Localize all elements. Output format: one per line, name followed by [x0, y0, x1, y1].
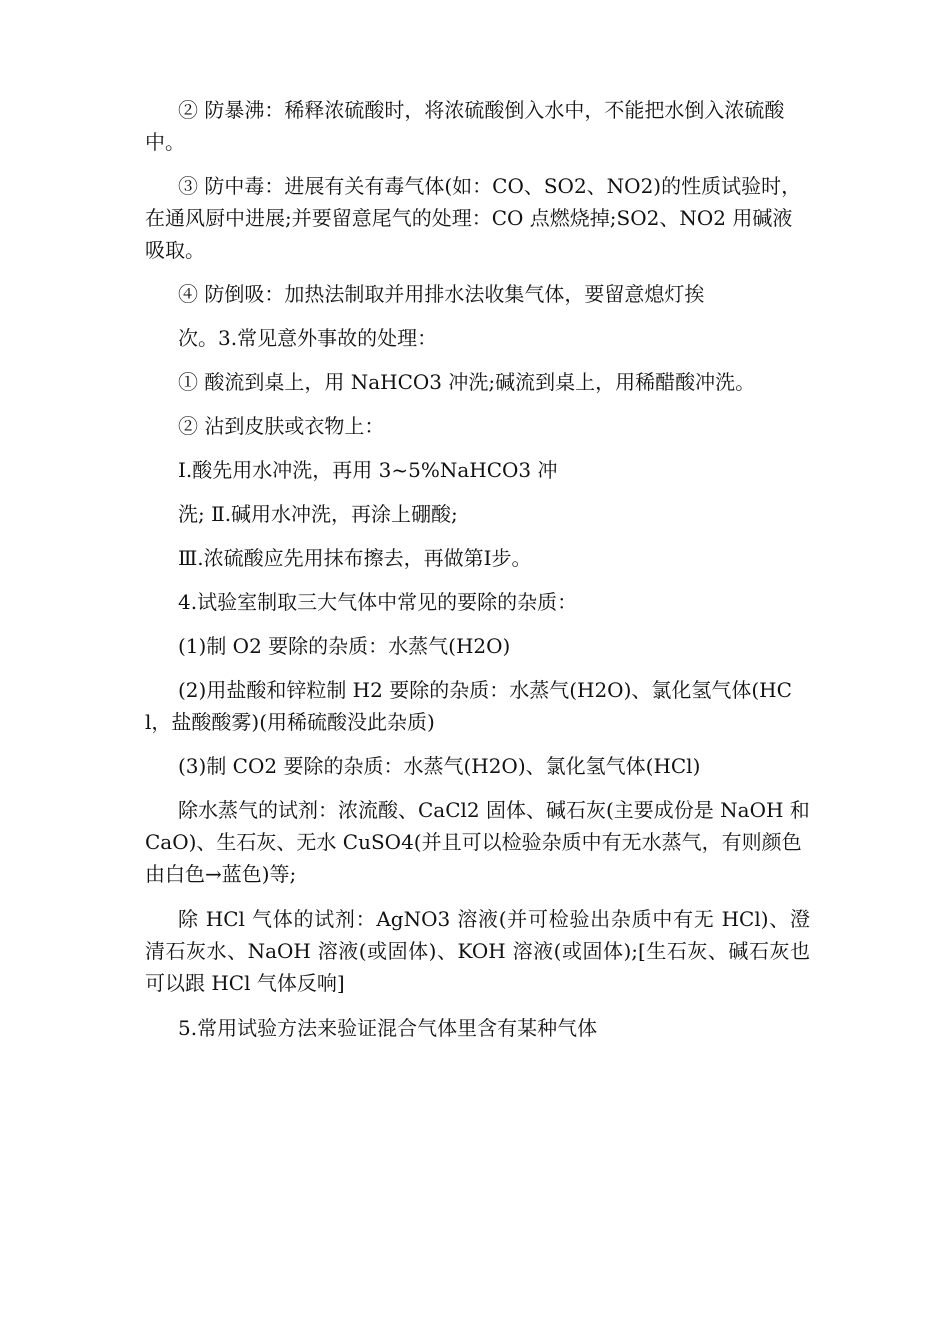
- paragraph-remove-hcl: 除 HCl 气体的试剂：AgNO3 溶液(并可检验出杂质中有无 HCl)、澄清石灰水、NaOH 溶液(或固体)、KOH 溶液(或固体);[生石灰、碱石灰也可以跟 HCl 气体反响]: [145, 907, 810, 995]
- paragraph-verify-gas-heading: 5.常用试验方法来验证混合气体里含有某种气体: [178, 1016, 598, 1040]
- paragraph-on-skin: ② 沾到皮肤或衣物上：: [178, 414, 385, 438]
- paragraph-accident-heading: 次。3.常见意外事故的处理：: [178, 326, 438, 350]
- paragraph-step-two: 洗; Ⅱ.碱用水冲洗，再涂上硼酸;: [178, 502, 458, 526]
- document-body: [145, 94, 810, 1044]
- paragraph-o2-impurities: (1)制 O2 要除的杂质：水蒸气(H2O): [178, 634, 511, 658]
- paragraph-prevent-backflow: ④ 防倒吸：加热法制取并用排水法收集气体，要留意熄灯挨: [178, 282, 705, 306]
- paragraph-acid-on-table: ① 酸流到桌上，用 NaHCO3 冲洗;碱流到桌上，用稀醋酸冲洗。: [178, 370, 756, 394]
- paragraph-step-three: Ⅲ.浓硫酸应先用抹布擦去，再做第Ⅰ步。: [178, 546, 532, 570]
- paragraph-step-one: Ⅰ.酸先用水冲洗，再用 3~5%NaHCO3 冲: [178, 458, 558, 482]
- paragraph-remove-water-vapor: 除水蒸气的试剂：浓流酸、CaCl2 固体、碱石灰(主要成份是 NaOH 和 CaO)、生石灰、无水 CuSO4(并且可以检验杂质中有无水蒸气，有则颜色由白色→蓝色)等;: [145, 798, 810, 886]
- paragraph-prevent-bumping: ② 防暴沸：稀释浓硫酸时，将浓硫酸倒入水中，不能把水倒入浓硫酸中。: [145, 98, 785, 154]
- paragraph-co2-impurities: (3)制 CO2 要除的杂质：水蒸气(H2O)、氯化氢气体(HCl): [178, 754, 701, 778]
- paragraph-h2-impurities: (2)用盐酸和锌粒制 H2 要除的杂质：水蒸气(H2O)、氯化氢气体(HCl，盐酸酸雾)(用稀硫酸没此杂质): [145, 678, 792, 734]
- paragraph-impurities-heading: 4.试验室制取三大气体中常见的要除的杂质：: [178, 590, 578, 614]
- paragraph-prevent-poisoning: ③ 防中毒：进展有关有毒气体(如：CO、SO2、NO2)的性质试验时， 在通风厨中进展;并要留意尾气的处理：CO 点燃烧掉;SO2、NO2 用碱液吸取。: [145, 174, 812, 262]
